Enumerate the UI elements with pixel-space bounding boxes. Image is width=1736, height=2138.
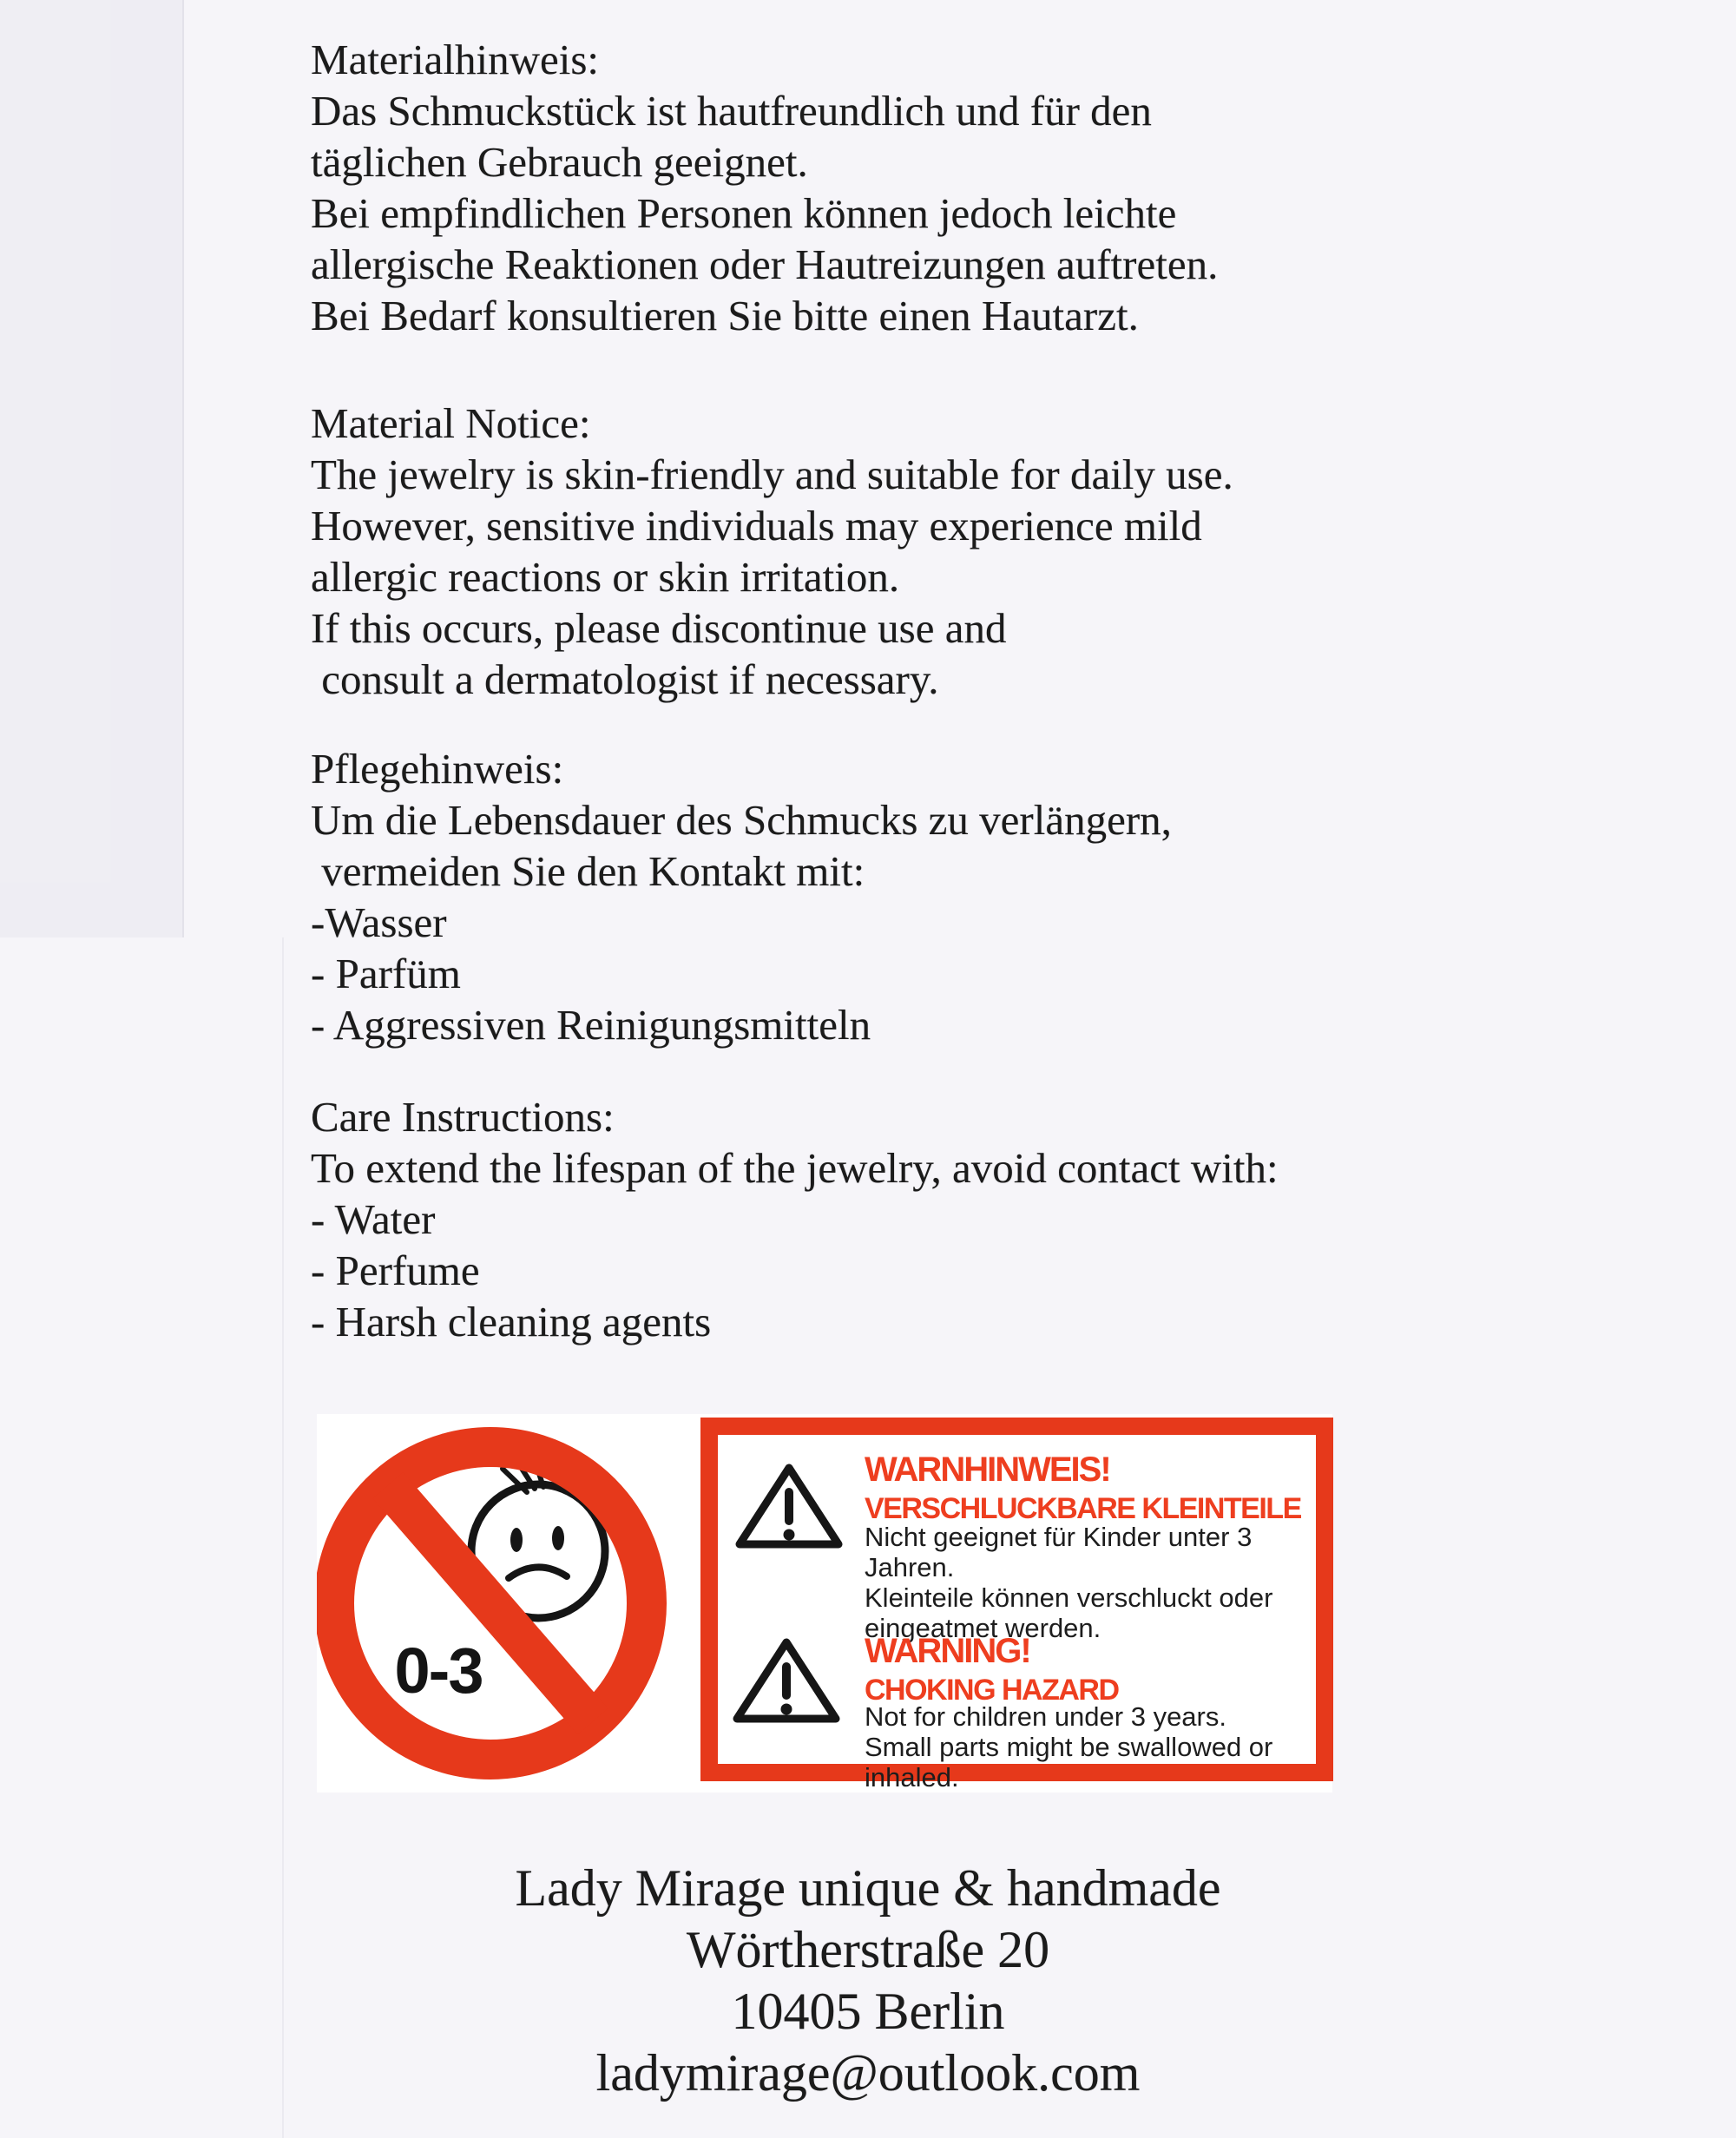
scan-edge-shadow	[0, 0, 182, 937]
scan-seam	[182, 0, 184, 937]
text-line: - Water	[311, 1195, 436, 1243]
text-line: allergic reactions or skin irritation.	[311, 553, 900, 601]
seller-street: Wörtherstraße 20	[686, 1921, 1050, 1978]
text-line: -Wasser	[311, 898, 447, 946]
text-line: Not for children under 3 years.	[865, 1701, 1226, 1732]
seller-name: Lady Mirage unique & handmade	[515, 1859, 1221, 1917]
choking-hazard-title: CHOKING HAZARD	[865, 1674, 1119, 1707]
text-line: Pflegehinweis:	[311, 745, 564, 793]
text-line: Bei empfindlichen Personen können jedoch leichte	[311, 189, 1177, 237]
text-line: - Harsh cleaning agents	[311, 1298, 712, 1345]
text-line: Das Schmuckstück ist hautfreundlich und für den	[311, 87, 1152, 135]
text-line: täglichen Gebrauch geeignet.	[311, 138, 808, 186]
text-line: Materialhinweis:	[311, 36, 600, 83]
warning-title: WARNING!	[865, 1632, 1030, 1670]
warnhinweis-title: WARNHINWEIS!	[865, 1451, 1110, 1489]
paragraph-care-instructions-en	[311, 1091, 1279, 1347]
english-warning-heading	[865, 1632, 1119, 1709]
english-warning-body	[865, 1701, 1316, 1793]
choking-hazard-label	[317, 1414, 1332, 1793]
text-line: - Perfume	[311, 1247, 480, 1294]
seller-city: 10405 Berlin	[731, 1983, 1005, 2040]
text-line: Care Instructions:	[311, 1093, 615, 1141]
warning-box	[700, 1418, 1333, 1793]
text-line: allergische Reaktionen oder Hautreizungen auftreten.	[311, 240, 1219, 288]
text-line: If this occurs, please discontinue use and	[311, 604, 1007, 652]
text-line: eingeatmet werden.	[865, 1613, 1101, 1643]
warning-triangle-icon	[730, 1635, 843, 1727]
text-line: Small parts might be swallowed or inhaled.	[865, 1732, 1273, 1793]
text-line: Nicht geeignet für Kinder unter 3 Jahren.	[865, 1522, 1253, 1582]
text-line: However, sensitive individuals may experience mild	[311, 502, 1202, 549]
text-line: Material Notice:	[311, 399, 591, 447]
paragraph-materialhinweis-de	[311, 34, 1218, 341]
seller-address	[0, 1858, 1736, 2104]
verschluckbare-kleinteile-title: VERSCHLUCKBARE KLEINTEILE	[865, 1492, 1301, 1525]
warning-triangle-icon	[733, 1460, 845, 1552]
seller-email: ladymirage@outlook.com	[595, 2044, 1141, 2102]
paragraph-pflegehinweis-de	[311, 743, 1172, 1050]
german-warning-body	[865, 1522, 1316, 1643]
text-line: - Aggressiven Reinigungsmitteln	[311, 1001, 871, 1049]
text-line: consult a dermatologist if necessary.	[311, 655, 939, 703]
text-line: The jewelry is skin-friendly and suitable for daily use.	[311, 451, 1233, 498]
text-line: Kleinteile können verschluckt oder	[865, 1582, 1273, 1613]
text-line: To extend the lifespan of the jewelry, avoid contact with:	[311, 1144, 1279, 1192]
paragraph-material-notice-en	[311, 398, 1233, 705]
text-line: Um die Lebensdauer des Schmucks zu verlängern,	[311, 796, 1172, 844]
no-children-0-3-icon	[317, 1414, 681, 1793]
text-line: Bei Bedarf konsultieren Sie bitte einen Hautarzt.	[311, 292, 1139, 339]
age-range-text: 0-3	[394, 1635, 483, 1707]
text-line: - Parfüm	[311, 950, 461, 997]
text-line: vermeiden Sie den Kontakt mit:	[311, 847, 865, 895]
german-warning-heading	[865, 1451, 1301, 1528]
